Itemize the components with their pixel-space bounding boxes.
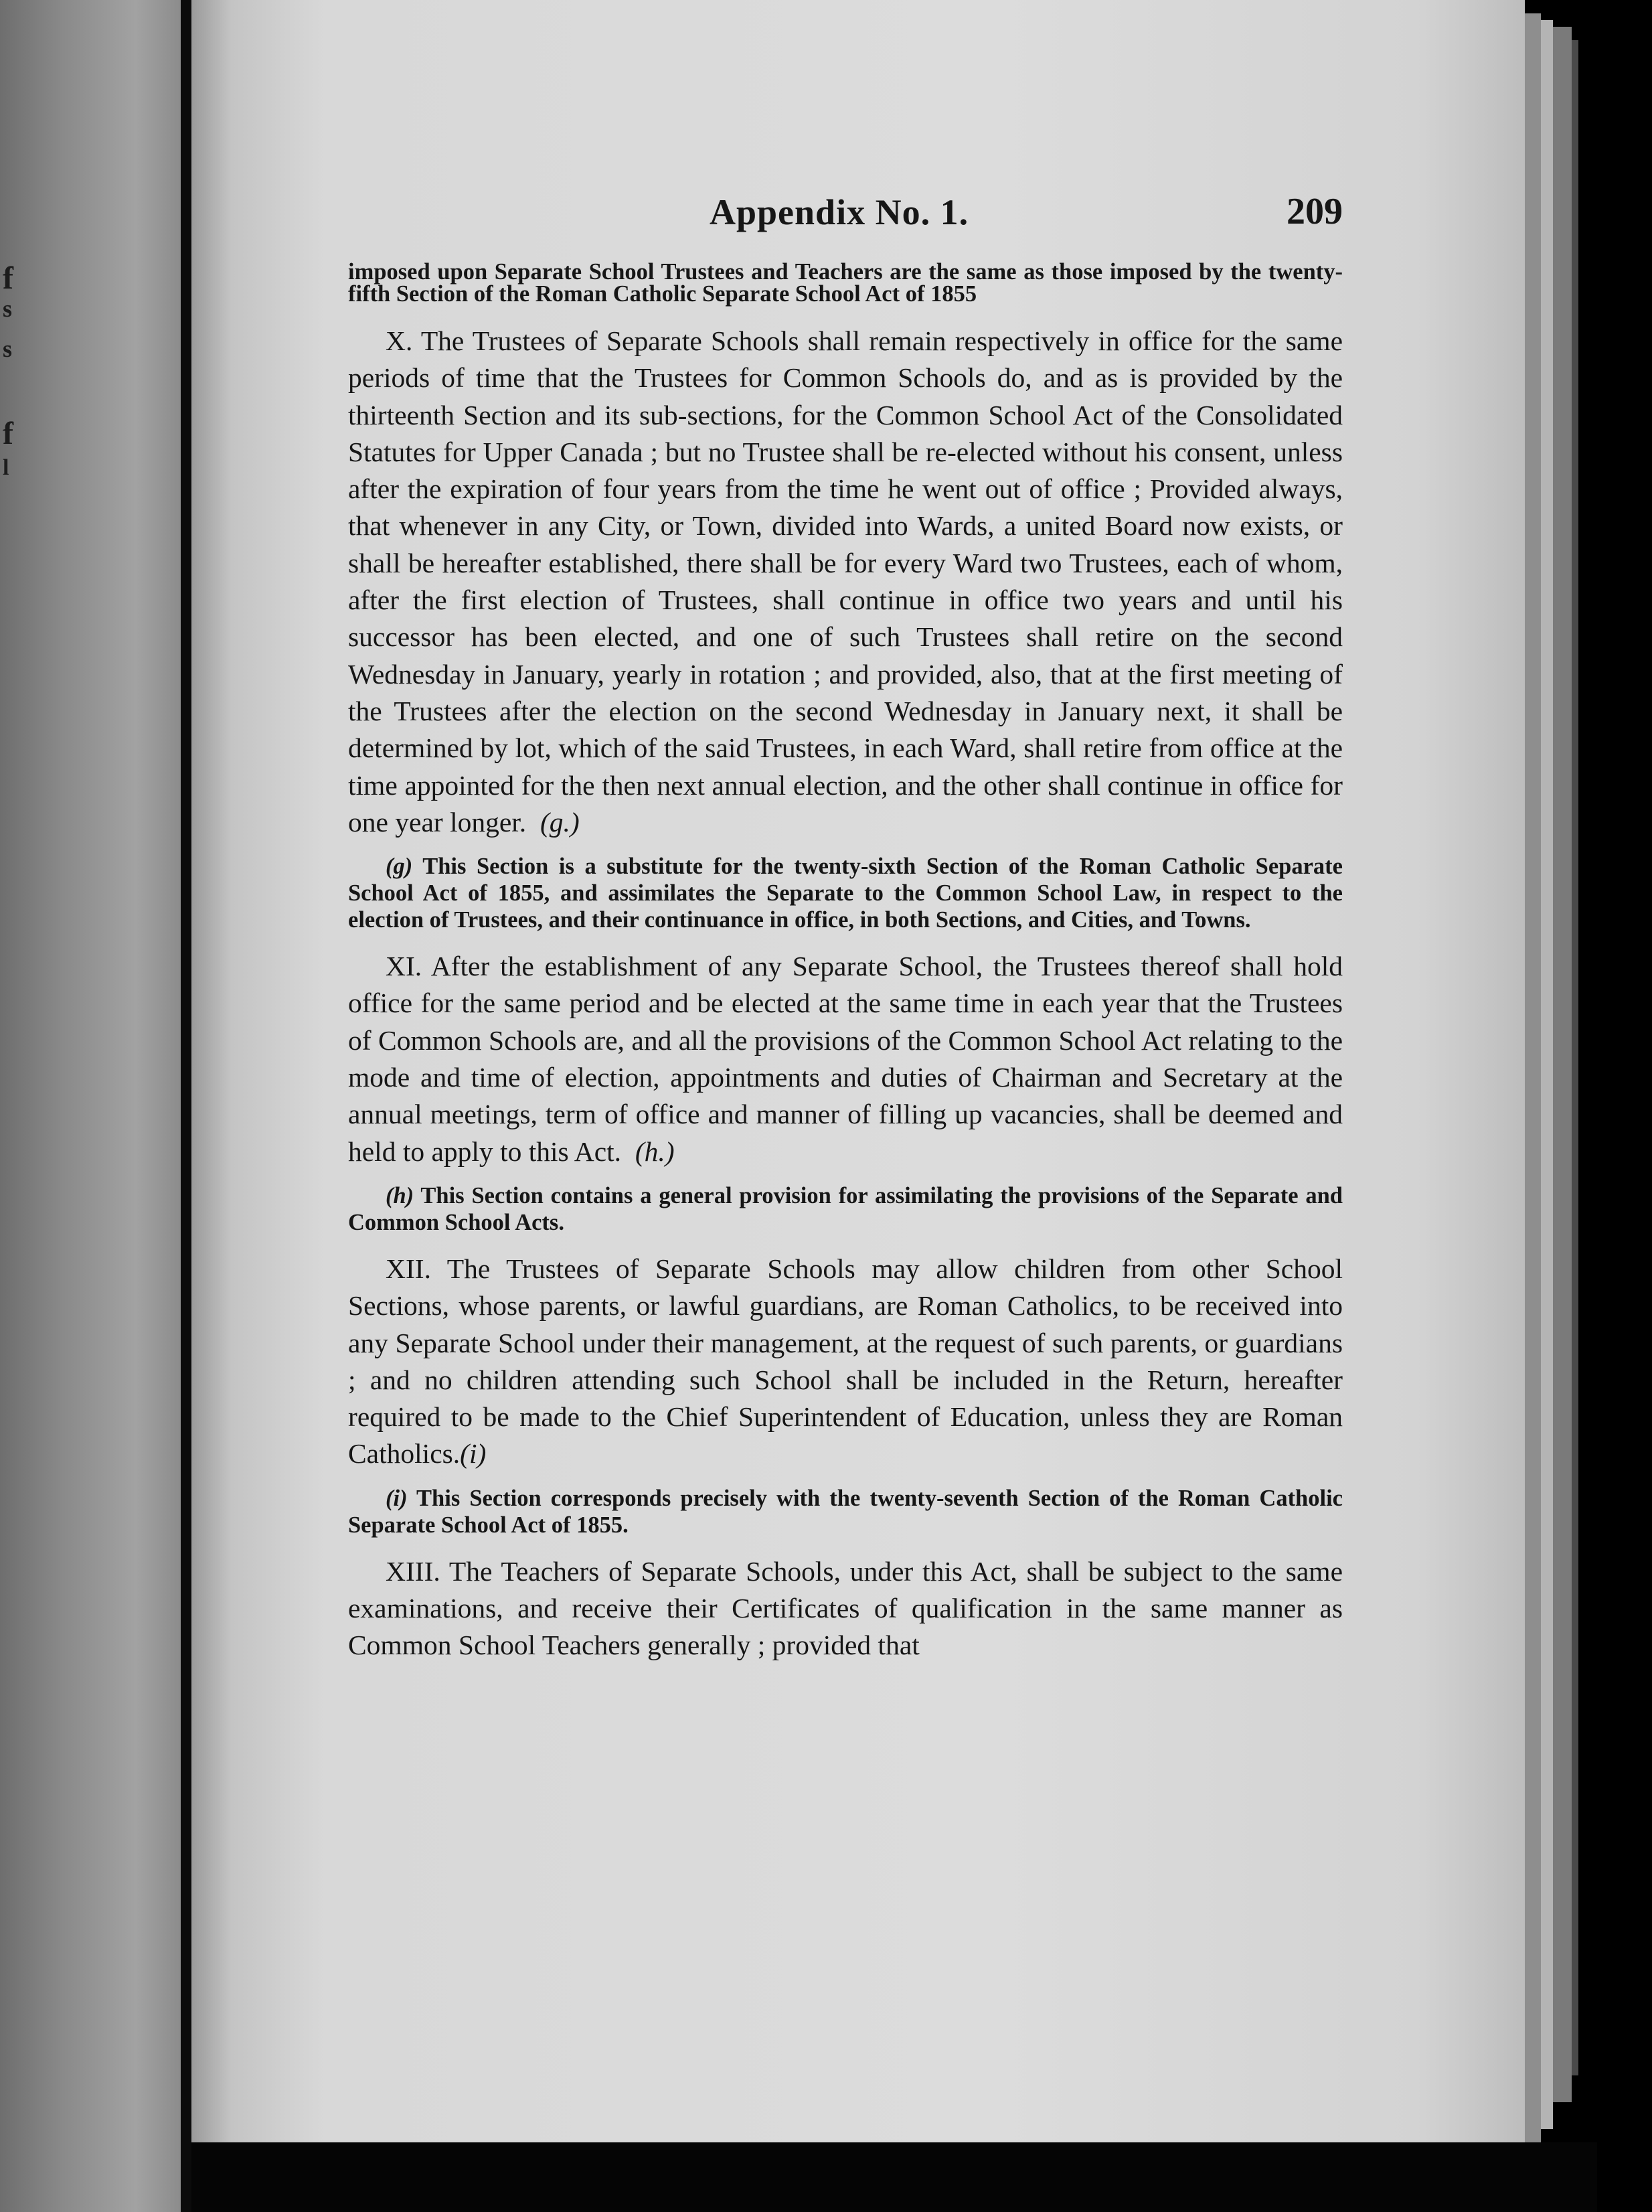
footnote-g [348, 853, 1343, 933]
margin-fragment: f [3, 416, 13, 451]
section-x [348, 323, 1343, 841]
footnote-g-text: This Section is a substitute for the twenty-sixth Section of the Roman Catholic Separate School Act of 1855, and assimilates the Separate to the Common School Law, in respect to the election of Trustees, and their continuance in office, in both Sections, and Cities, and Towns. [348, 854, 1343, 933]
footnote-ref-g: (g.) [540, 806, 580, 838]
opening-paragraph: imposed upon Separate School Trustees and Teachers are the same as those imposed by the twenty-fifth Section of the Roman Catholic Separate School Act of 1855 [348, 259, 1343, 307]
footnote-ref-i: (i) [460, 1438, 487, 1470]
footnote-marker-i: (i) [386, 1485, 408, 1511]
section-xiii: XIII. The Teachers of Separate Schools, under this Act, shall be subject to the same examinations, and receive their Certificates of qualification in the same manner as Common School Teachers generally ; provided that [348, 1555, 1343, 1661]
page-edge [1553, 27, 1572, 2102]
page-bottom-shadow [191, 2142, 1597, 2212]
section-x-text: X. The Trustees of Separate Schools shall remain respectively in office for the same periods of time that the Trustees for Common Schools do, and as is provided by the thirteenth Section and its sub-sections, for the Common School Act of the Consolidated Statutes for Upper Canada ; but no Trustee shall be re-elected without his consent, unless after the expiration of four years from the time he went out of office ; Provided always, that whenever in any City, or Town, divided into Wards, a united Board now exists, or shall be hereafter established, there shall be for every Ward two Trustees, each of whom, after the first election of Trustees, shall continue in office two years and until his successor has been elected, and one of such Trustees shall retire on the second Wednesday in January, yearly in rotation ; and provided, also, that at the first meeting of the Trustees after the election on the second Wednesday in January next, it shall be determined by lot, which of the said Trustees, in each Ward, shall retire from office at the time appointed for the then next annual election, and the other shall continue in office for one year longer. [348, 325, 1343, 838]
footnote-i [348, 1485, 1343, 1538]
page-edge [1541, 20, 1553, 2129]
section-xi-text: XI. After the establishment of any Separate School, the Trustees thereof shall hold office for the same period and be elected at the same time in each year that the Trustees of Common Schools are, and all the provisions of the Common School Act relating to the mode and time of election, appointments and duties of Chairman and Secretary at the annual meetings, term of office and manner of filling up vacancies, shall be deemed and held to apply to this Act. [348, 951, 1343, 1167]
footnote-i-text: This Section corresponds precisely with the twenty-seventh Section of the Roman Catholic Separate School Act of 1855. [348, 1485, 1343, 1538]
section-xi [348, 948, 1343, 1170]
book-gutter [181, 0, 191, 2212]
footnote-marker-g: (g) [386, 854, 413, 880]
margin-fragment: l [3, 455, 9, 480]
page-edge [1525, 13, 1541, 2142]
left-page-edge [0, 0, 181, 2212]
footnote-h-text: This Section contains a general provision for assimilating the provisions of the Separate and Common School Acts. [348, 1182, 1343, 1235]
running-head: Appendix No. 1. [710, 192, 969, 232]
page-number: 209 [1287, 191, 1343, 232]
margin-fragment: s [3, 335, 13, 362]
footnote-marker-h: (h) [386, 1182, 414, 1208]
margin-fragment: s [3, 295, 13, 322]
page-edge [1572, 40, 1578, 2075]
section-xii-text: XII. The Trustees of Separate Schools may allow children from other School Sections, whose parents, or lawful guardians, are Roman Catholics, to be received into any Separate School under their management, at the request of such parents, or guardians ; and no children attending such School shall be included in the Return, hereafter required to be made to the Chief Superintendent of Education, unless they are Roman Catholics. [348, 1253, 1343, 1470]
footnote-h [348, 1182, 1343, 1236]
section-xii [348, 1251, 1343, 1473]
footnote-ref-h: (h.) [635, 1135, 675, 1167]
text-column [348, 261, 1343, 1664]
margin-fragment: f [3, 260, 13, 296]
